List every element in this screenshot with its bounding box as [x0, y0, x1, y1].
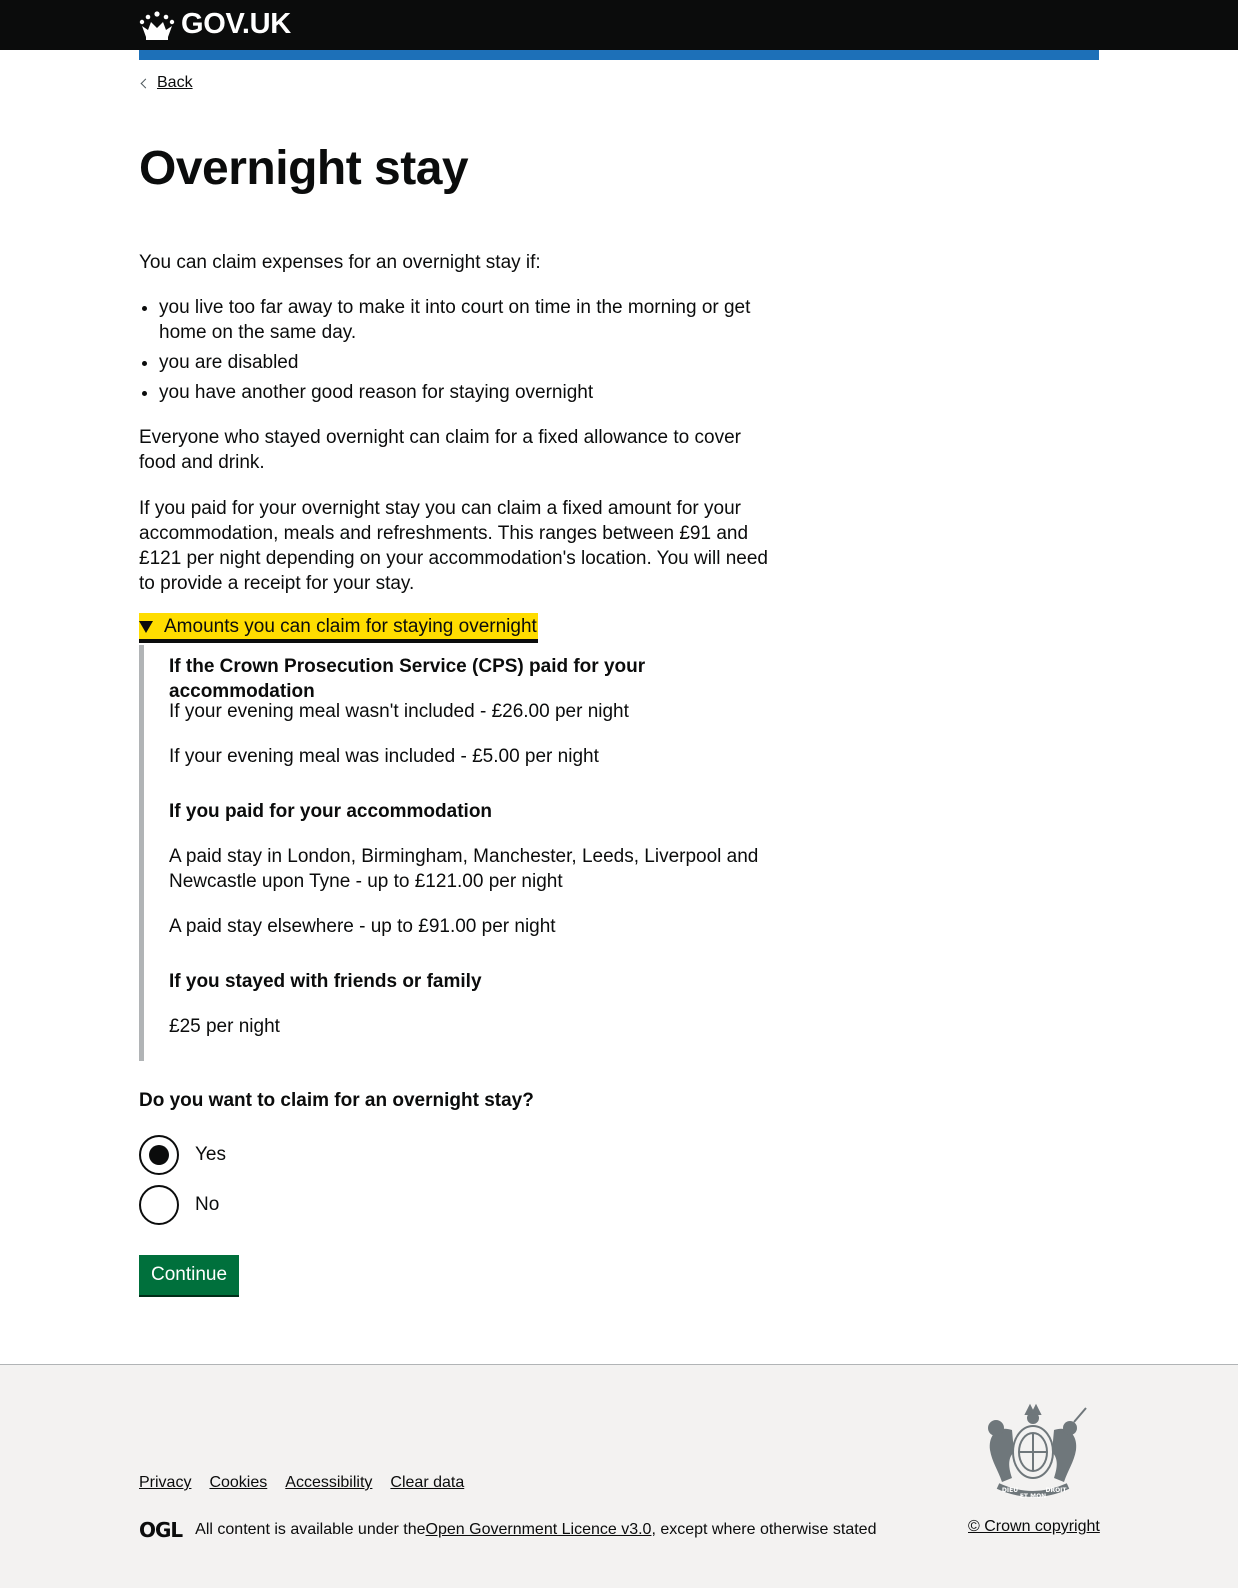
allowance-text: Everyone who stayed overnight can claim for a fixed allowance to cover food and drink.	[139, 427, 741, 473]
list-item: • you have another good reason for staying overnight	[159, 380, 779, 405]
radio-no[interactable]	[139, 1185, 219, 1225]
amount-line: A paid stay elsewhere - up to £91.00 per night	[169, 916, 556, 937]
section-heading: If you stayed with friends or family	[169, 971, 482, 992]
footer-links	[139, 1474, 482, 1492]
govuk-logo-link[interactable]	[139, 8, 291, 41]
paid-stay-text: If you paid for your overnight stay you can claim a fixed amount for your accommodation, meals and refreshments. This ranges between £91 and £121 per night depending on your accommodation's location. You will need to provide a receipt for your stay.	[139, 498, 768, 594]
details-summary-text: Amounts you can claim for staying overnight	[164, 616, 537, 637]
radio-yes[interactable]	[139, 1135, 226, 1175]
list-item: • you are disabled	[159, 350, 779, 375]
question-legend: Do you want to claim for an overnight stay?	[139, 1090, 534, 1111]
amount-line: If your evening meal wasn't included - £26.00 per night	[169, 701, 629, 722]
details-summary[interactable]	[139, 613, 538, 643]
continue-button[interactable]: Continue	[139, 1255, 239, 1295]
section-heading: If you paid for your accommodation	[169, 801, 493, 822]
reasons-list	[159, 295, 779, 410]
amount-line: £25 per night	[169, 1016, 280, 1037]
radio-button[interactable]	[139, 1185, 179, 1225]
triangle-down-icon	[139, 621, 153, 633]
licence-suffix: , except where otherwise stated	[651, 1521, 877, 1538]
radio-button-checked[interactable]	[139, 1135, 179, 1175]
copyright-link[interactable]: © Crown copyright	[968, 1518, 1100, 1535]
page-title: Overnight stay	[139, 142, 469, 195]
ogl-logo-icon: OGL	[139, 1518, 183, 1542]
crown-icon	[139, 10, 175, 40]
intro-text: You can claim expenses for an overnight stay if:	[139, 252, 541, 273]
footer-link-accessibility[interactable]: Accessibility	[285, 1474, 373, 1491]
radio-label[interactable]: Yes	[195, 1144, 226, 1165]
footer-link-cookies[interactable]: Cookies	[209, 1474, 268, 1491]
back-link[interactable]: Back	[157, 74, 193, 91]
radio-label[interactable]: No	[195, 1194, 220, 1215]
crest-motto: DIEU	[1001, 1487, 1019, 1494]
logo-text: GOV.UK	[181, 8, 291, 40]
site-header	[0, 0, 1238, 50]
licence-row	[139, 1518, 876, 1542]
crown-copyright	[968, 1518, 1100, 1536]
crest-motto: DROIT	[1045, 1487, 1067, 1494]
licence-link[interactable]: Open Government Licence v3.0	[425, 1521, 652, 1538]
licence-prefix: All content is available under the	[195, 1521, 426, 1538]
amount-line: A paid stay in London, Birmingham, Manchester, Leeds, Liverpool and Newcastle upon Tyne - up to £121.00 per night	[169, 846, 759, 892]
royal-coat-of-arms-icon	[968, 1400, 1098, 1510]
footer-link-privacy[interactable]: Privacy	[139, 1474, 192, 1491]
back-link-wrapper	[139, 74, 193, 92]
chevron-left-icon	[141, 78, 151, 88]
crest-motto: ET MON	[1019, 1493, 1047, 1500]
details-content	[139, 645, 769, 1061]
footer-link-clear-data[interactable]: Clear data	[390, 1474, 465, 1491]
section-heading: If the Crown Prosecution Service (CPS) paid for your accommodation	[169, 656, 646, 702]
amount-line: If your evening meal was included - £5.00 per night	[169, 746, 599, 767]
list-item: • you live too far away to make it into court on time in the morning or get home on the same day.	[159, 295, 779, 345]
header-blue-bar	[139, 50, 1099, 60]
